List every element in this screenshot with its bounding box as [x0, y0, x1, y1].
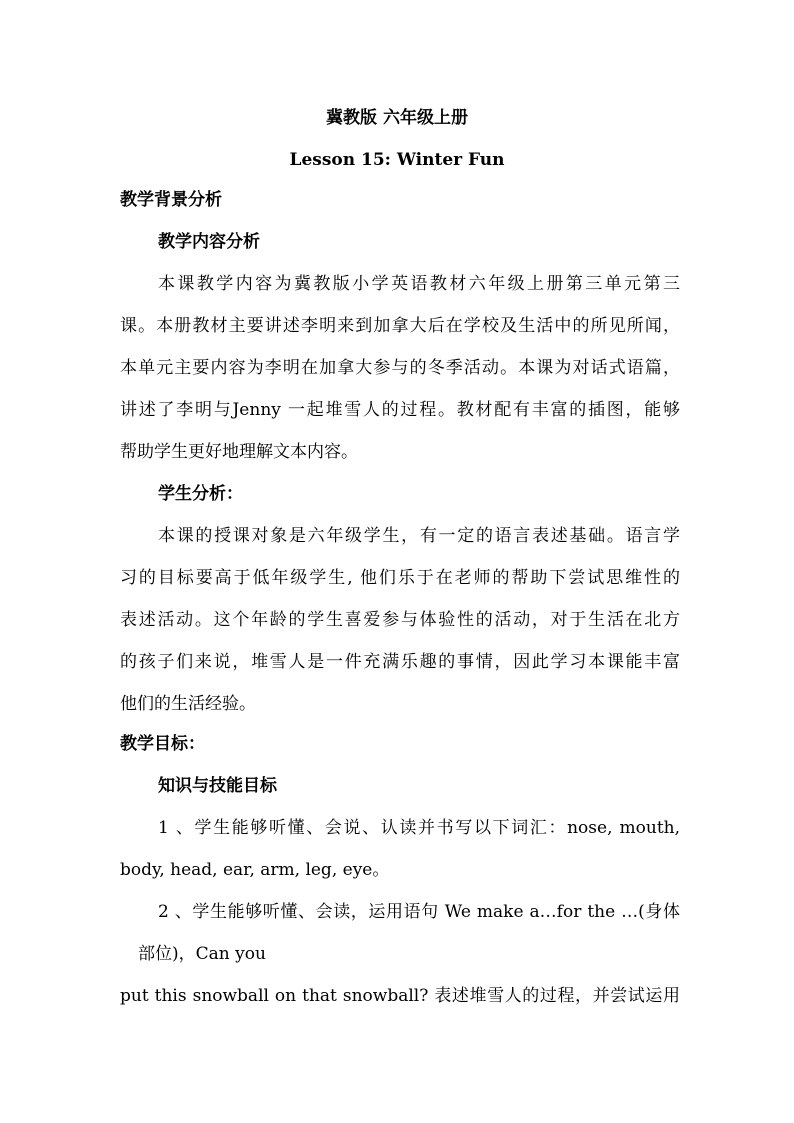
section-heading-objectives: 教学目标：: [120, 734, 205, 754]
document-title: 冀教版 六年级上册: [326, 108, 468, 128]
paragraph-line: 帮助学生更好地理解文本内容。: [120, 442, 358, 462]
section-heading-background: 教学背景分析: [120, 190, 222, 210]
objective-line: 1 、学生能够听懂、会说、认读并书写以下词汇：nose, mouth,: [158, 818, 680, 838]
paragraph-line: 课。本册教材主要讲述李明来到加拿大后在学校及生活中的所见所闻，: [120, 316, 680, 336]
paragraph-line: 讲述了李明与Jenny 一起堆雪人的过程。教材配有丰富的插图，能够: [120, 400, 680, 420]
paragraph-line: 习的目标要高于低年级学生, 他们乐于在老师的帮助下尝试思维性的: [120, 568, 680, 588]
objective-line: 部位)，Can you: [138, 944, 266, 964]
paragraph-line: 本课教学内容为冀教版小学英语教材六年级上册第三单元第三: [158, 274, 680, 294]
paragraph-line: 本课的授课对象是六年级学生，有一定的语言表述基础。语言学: [158, 526, 680, 546]
objective-line: 2 、学生能够听懂、会读，运用语句 We make a…for the …(身体: [158, 902, 680, 922]
subsection-heading-students: 学生分析：: [158, 484, 243, 504]
paragraph-line: 的孩子们来说，堆雪人是一件充满乐趣的事情，因此学习本课能丰富: [120, 652, 680, 672]
lesson-title: Lesson 15: Winter Fun: [289, 150, 505, 170]
objective-line: put this snowball on that snowball? 表述堆雪人的过程，并尝试运用: [120, 986, 680, 1006]
subsection-heading-content: 教学内容分析: [158, 232, 260, 252]
subsection-heading-knowledge: 知识与技能目标: [158, 776, 277, 796]
paragraph-line: 本单元主要内容为李明在加拿大参与的冬季活动。本课为对话式语篇，: [120, 358, 680, 378]
paragraph-line: 他们的生活经验。: [120, 694, 256, 714]
objective-line: body, head, ear, arm, leg, eye。: [120, 860, 390, 880]
paragraph-line: 表述活动。这个年龄的学生喜爱参与体验性的活动，对于生活在北方: [120, 610, 680, 630]
